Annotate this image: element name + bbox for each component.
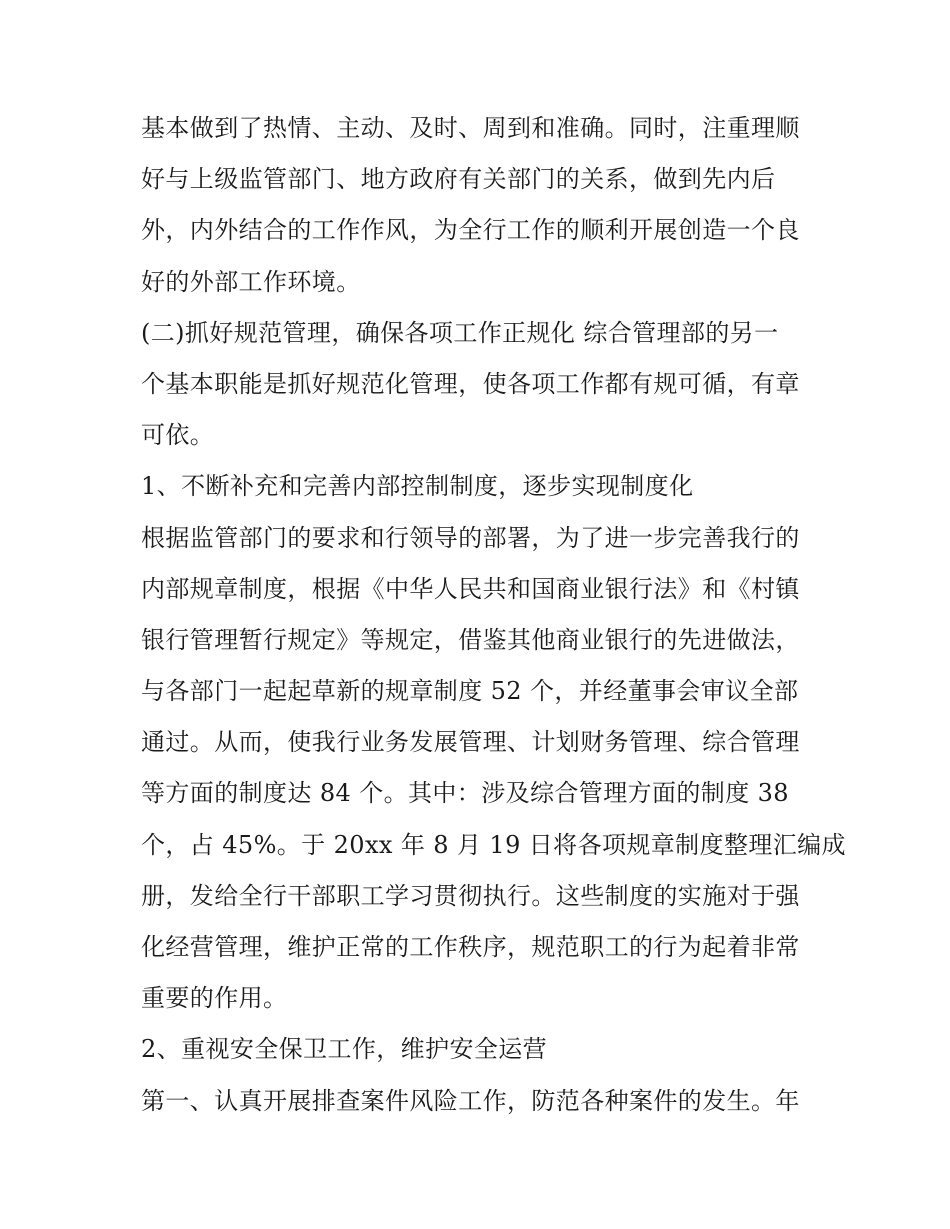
text-line: 好与上级监管部门、地方政府有关部门的关系，做到先内后 <box>141 165 776 194</box>
text-line: 第一、认真开展排查案件风险工作，防范各种案件的发生。年 <box>141 1086 800 1115</box>
text-line: 可依。 <box>141 421 215 450</box>
subsection-heading: 2、重视安全保卫工作，维护安全运营 <box>141 1035 548 1064</box>
text-line: 个基本职能是抓好规范化管理，使各项工作都有规可循，有章 <box>141 369 800 398</box>
text-line: 册，发给全行干部职工学习贯彻执行。这些制度的实施对于强 <box>141 881 800 910</box>
text-line: 外，内外结合的工作作风，为全行工作的顺利开展创造一个良 <box>141 216 800 245</box>
text-line: 通过。从而，使我行业务发展管理、计划财务管理、综合管理 <box>141 728 800 757</box>
section-heading: (二)抓好规范管理，确保各项工作正规化 综合管理部的另一 <box>141 318 779 347</box>
text-line: 内部规章制度，根据《中华人民共和国商业银行法》和《村镇 <box>141 574 800 603</box>
document-page <box>141 103 846 1127</box>
text-line: 重要的作用。 <box>141 984 288 1013</box>
text-line: 基本做到了热情、主动、及时、周到和准确。同时，注重理顺 <box>141 114 800 142</box>
text-line: 根据监管部门的要求和行领导的部署，为了进一步完善我行的 <box>141 523 800 552</box>
text-line: 好的外部工作环境。 <box>141 267 361 296</box>
text-line: 与各部门一起起草新的规章制度 52 个，并经董事会审议全部 <box>141 677 799 706</box>
subsection-heading: 1、不断补充和完善内部控制制度，逐步实现制度化 <box>141 472 694 501</box>
text-line: 银行管理暂行规定》等规定，借鉴其他商业银行的先进做法， <box>141 625 800 654</box>
text-line: 个，占 45%。于 20xx 年 8 月 19 日将各项规章制度整理汇编成 <box>141 830 846 859</box>
text-line: 等方面的制度达 84 个。其中：涉及综合管理方面的制度 38 <box>141 779 789 808</box>
text-line: 化经营管理，维护正常的工作秩序，规范职工的行为起着非常 <box>141 933 800 961</box>
